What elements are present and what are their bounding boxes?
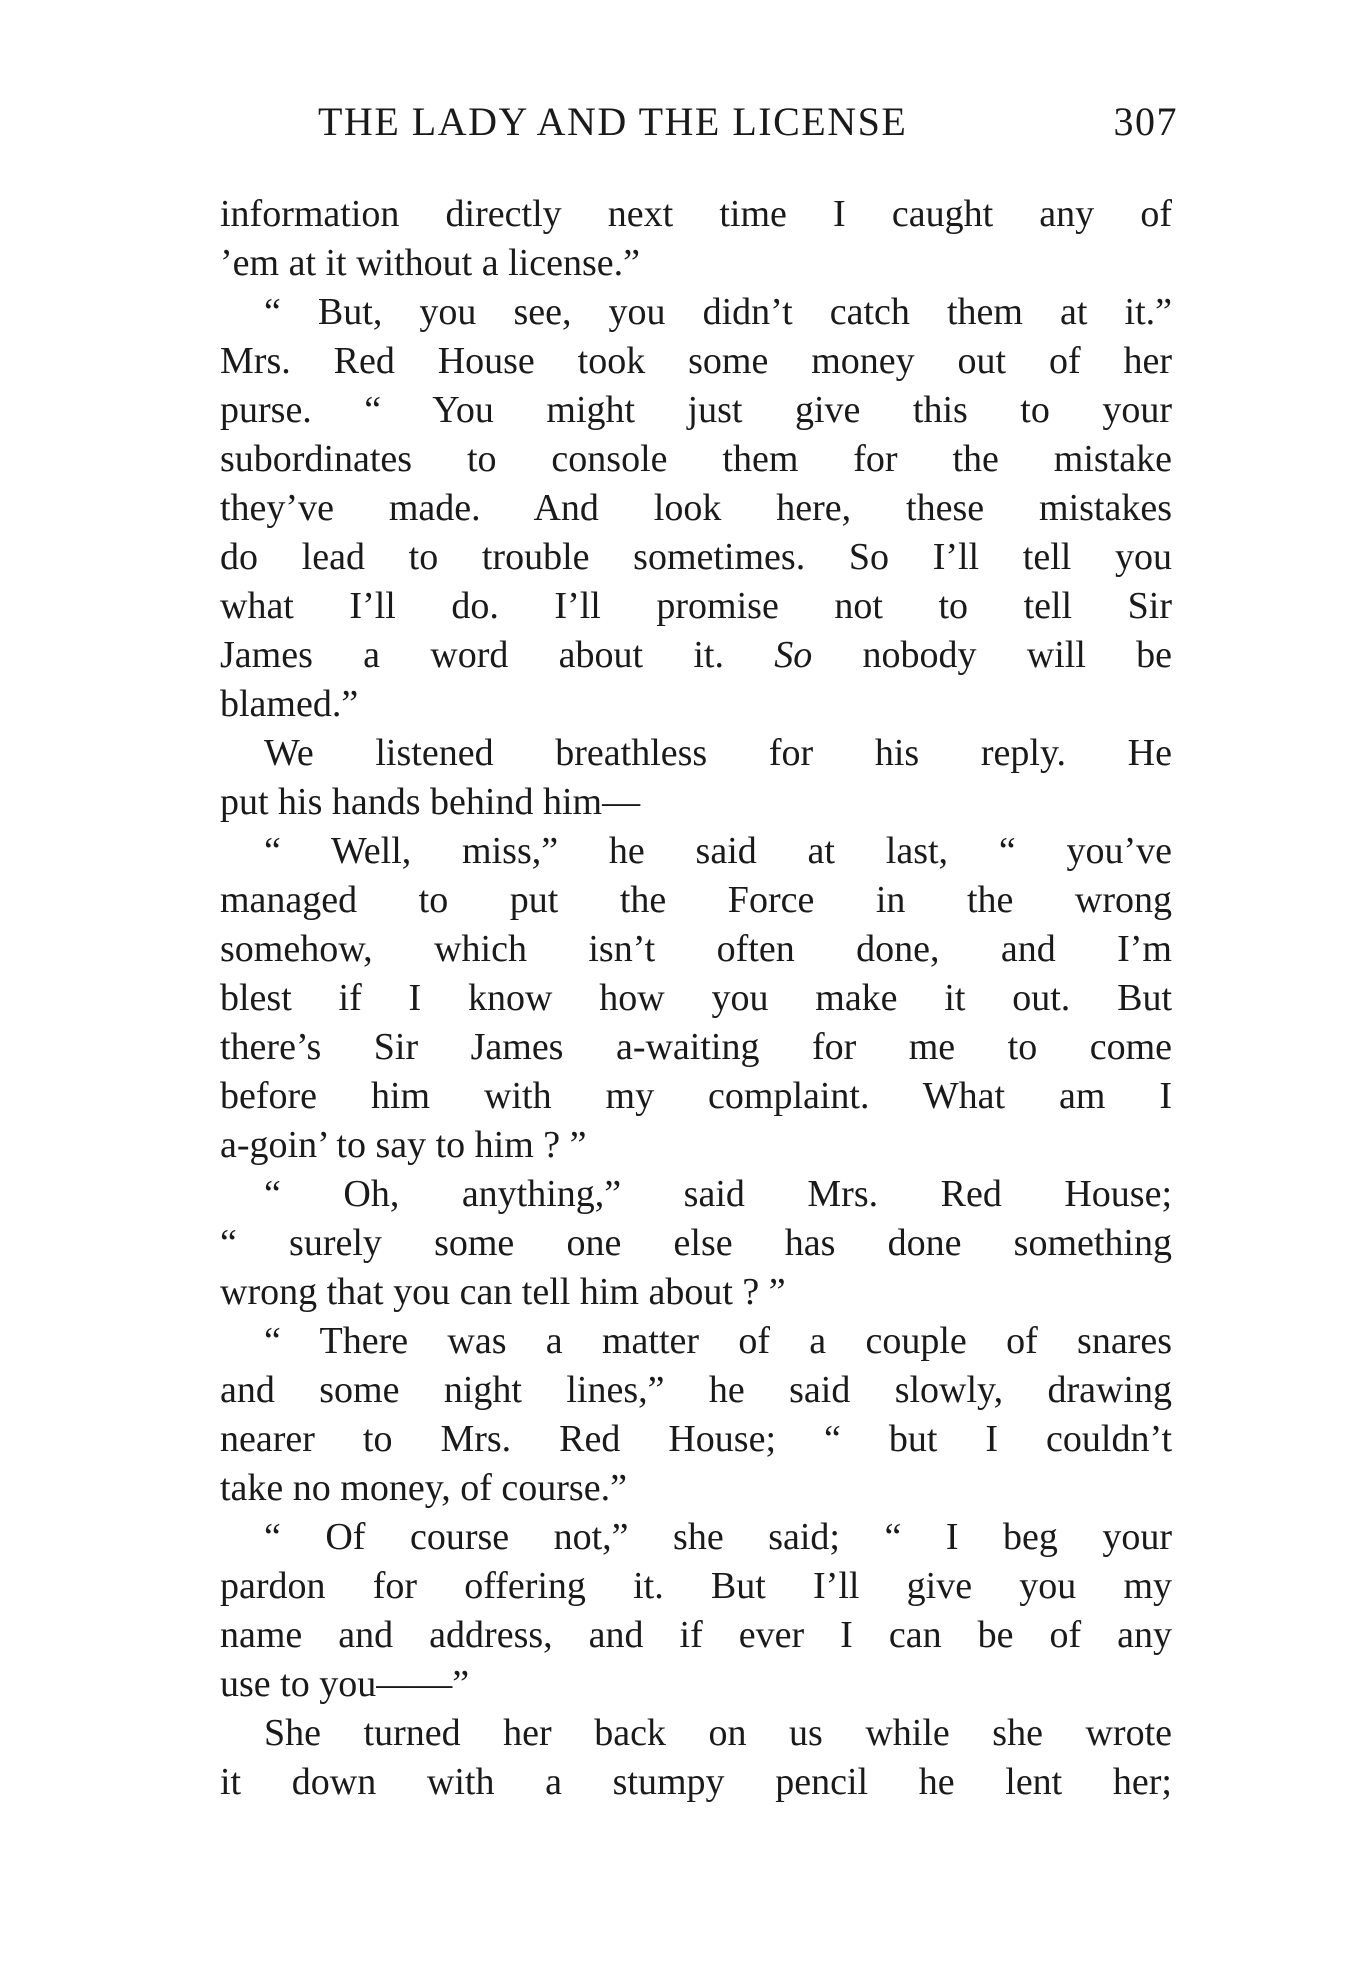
text-line: “ Of course not,” she said; “ I beg your [264, 1516, 1172, 1558]
text-line [220, 631, 1172, 680]
text-line: pardon for offering it. But I’ll give you my [220, 1565, 1172, 1607]
text-line: they’ve made. And look here, these mistakes [220, 487, 1172, 529]
text-line: put his hands behind him— [220, 781, 641, 823]
text-line: wrong that you can tell him about ? ” [220, 1271, 786, 1313]
text-line: it down with a stumpy pencil he lent her; [220, 1761, 1172, 1803]
text-line: do lead to trouble sometimes. So I’ll tell you [220, 536, 1172, 578]
text-line: blamed.” [220, 683, 359, 725]
text-line: Mrs. Red House took some money out of her [220, 340, 1172, 382]
page-number: 307 [1113, 99, 1178, 144]
text-line: ’em at it without a license.” [220, 242, 640, 284]
text-line: before him with my complaint. What am I [220, 1075, 1172, 1117]
text-line: We listened breathless for his reply. He [264, 732, 1172, 774]
text-line: “ But, you see, you didn’t catch them at it.” [264, 291, 1172, 333]
text-line: purse. “ You might just give this to your [220, 389, 1172, 431]
body-text [220, 190, 1172, 1807]
text-line: “ Well, miss,” he said at last, “ you’ve [264, 830, 1172, 872]
text-line: blest if I know how you make it out. But [220, 977, 1172, 1019]
text-line: “ Oh, anything,” said Mrs. Red House; [264, 1173, 1172, 1215]
text-line: take no money, of course.” [220, 1467, 627, 1509]
italic-word: So [774, 634, 813, 676]
text-line: somehow, which isn’t often done, and I’m [220, 928, 1172, 970]
text-segment: nobody will be [862, 634, 1172, 676]
text-line: “ surely some one else has done something [220, 1222, 1172, 1264]
text-line: She turned her back on us while she wrote [264, 1712, 1172, 1754]
text-segment: James a word about it. [220, 634, 724, 676]
text-line: nearer to Mrs. Red House; “ but I couldn’t [220, 1418, 1172, 1460]
text-line: managed to put the Force in the wrong [220, 879, 1172, 921]
text-line: what I’ll do. I’ll promise not to tell Sir [220, 585, 1172, 627]
text-line: use to you——” [220, 1663, 470, 1705]
text-line: there’s Sir James a-waiting for me to come [220, 1026, 1172, 1068]
text-line: subordinates to console them for the mistake [220, 438, 1172, 480]
text-line: information directly next time I caught any of [220, 193, 1172, 235]
text-line: a-goin’ to say to him ? ” [220, 1124, 587, 1166]
running-title: THE LADY AND THE LICENSE [318, 99, 908, 144]
text-line: and some night lines,” he said slowly, drawing [220, 1369, 1172, 1411]
running-head [318, 98, 1178, 148]
text-line: “ There was a matter of a couple of snares [264, 1320, 1172, 1362]
text-line: name and address, and if ever I can be of any [220, 1614, 1172, 1656]
